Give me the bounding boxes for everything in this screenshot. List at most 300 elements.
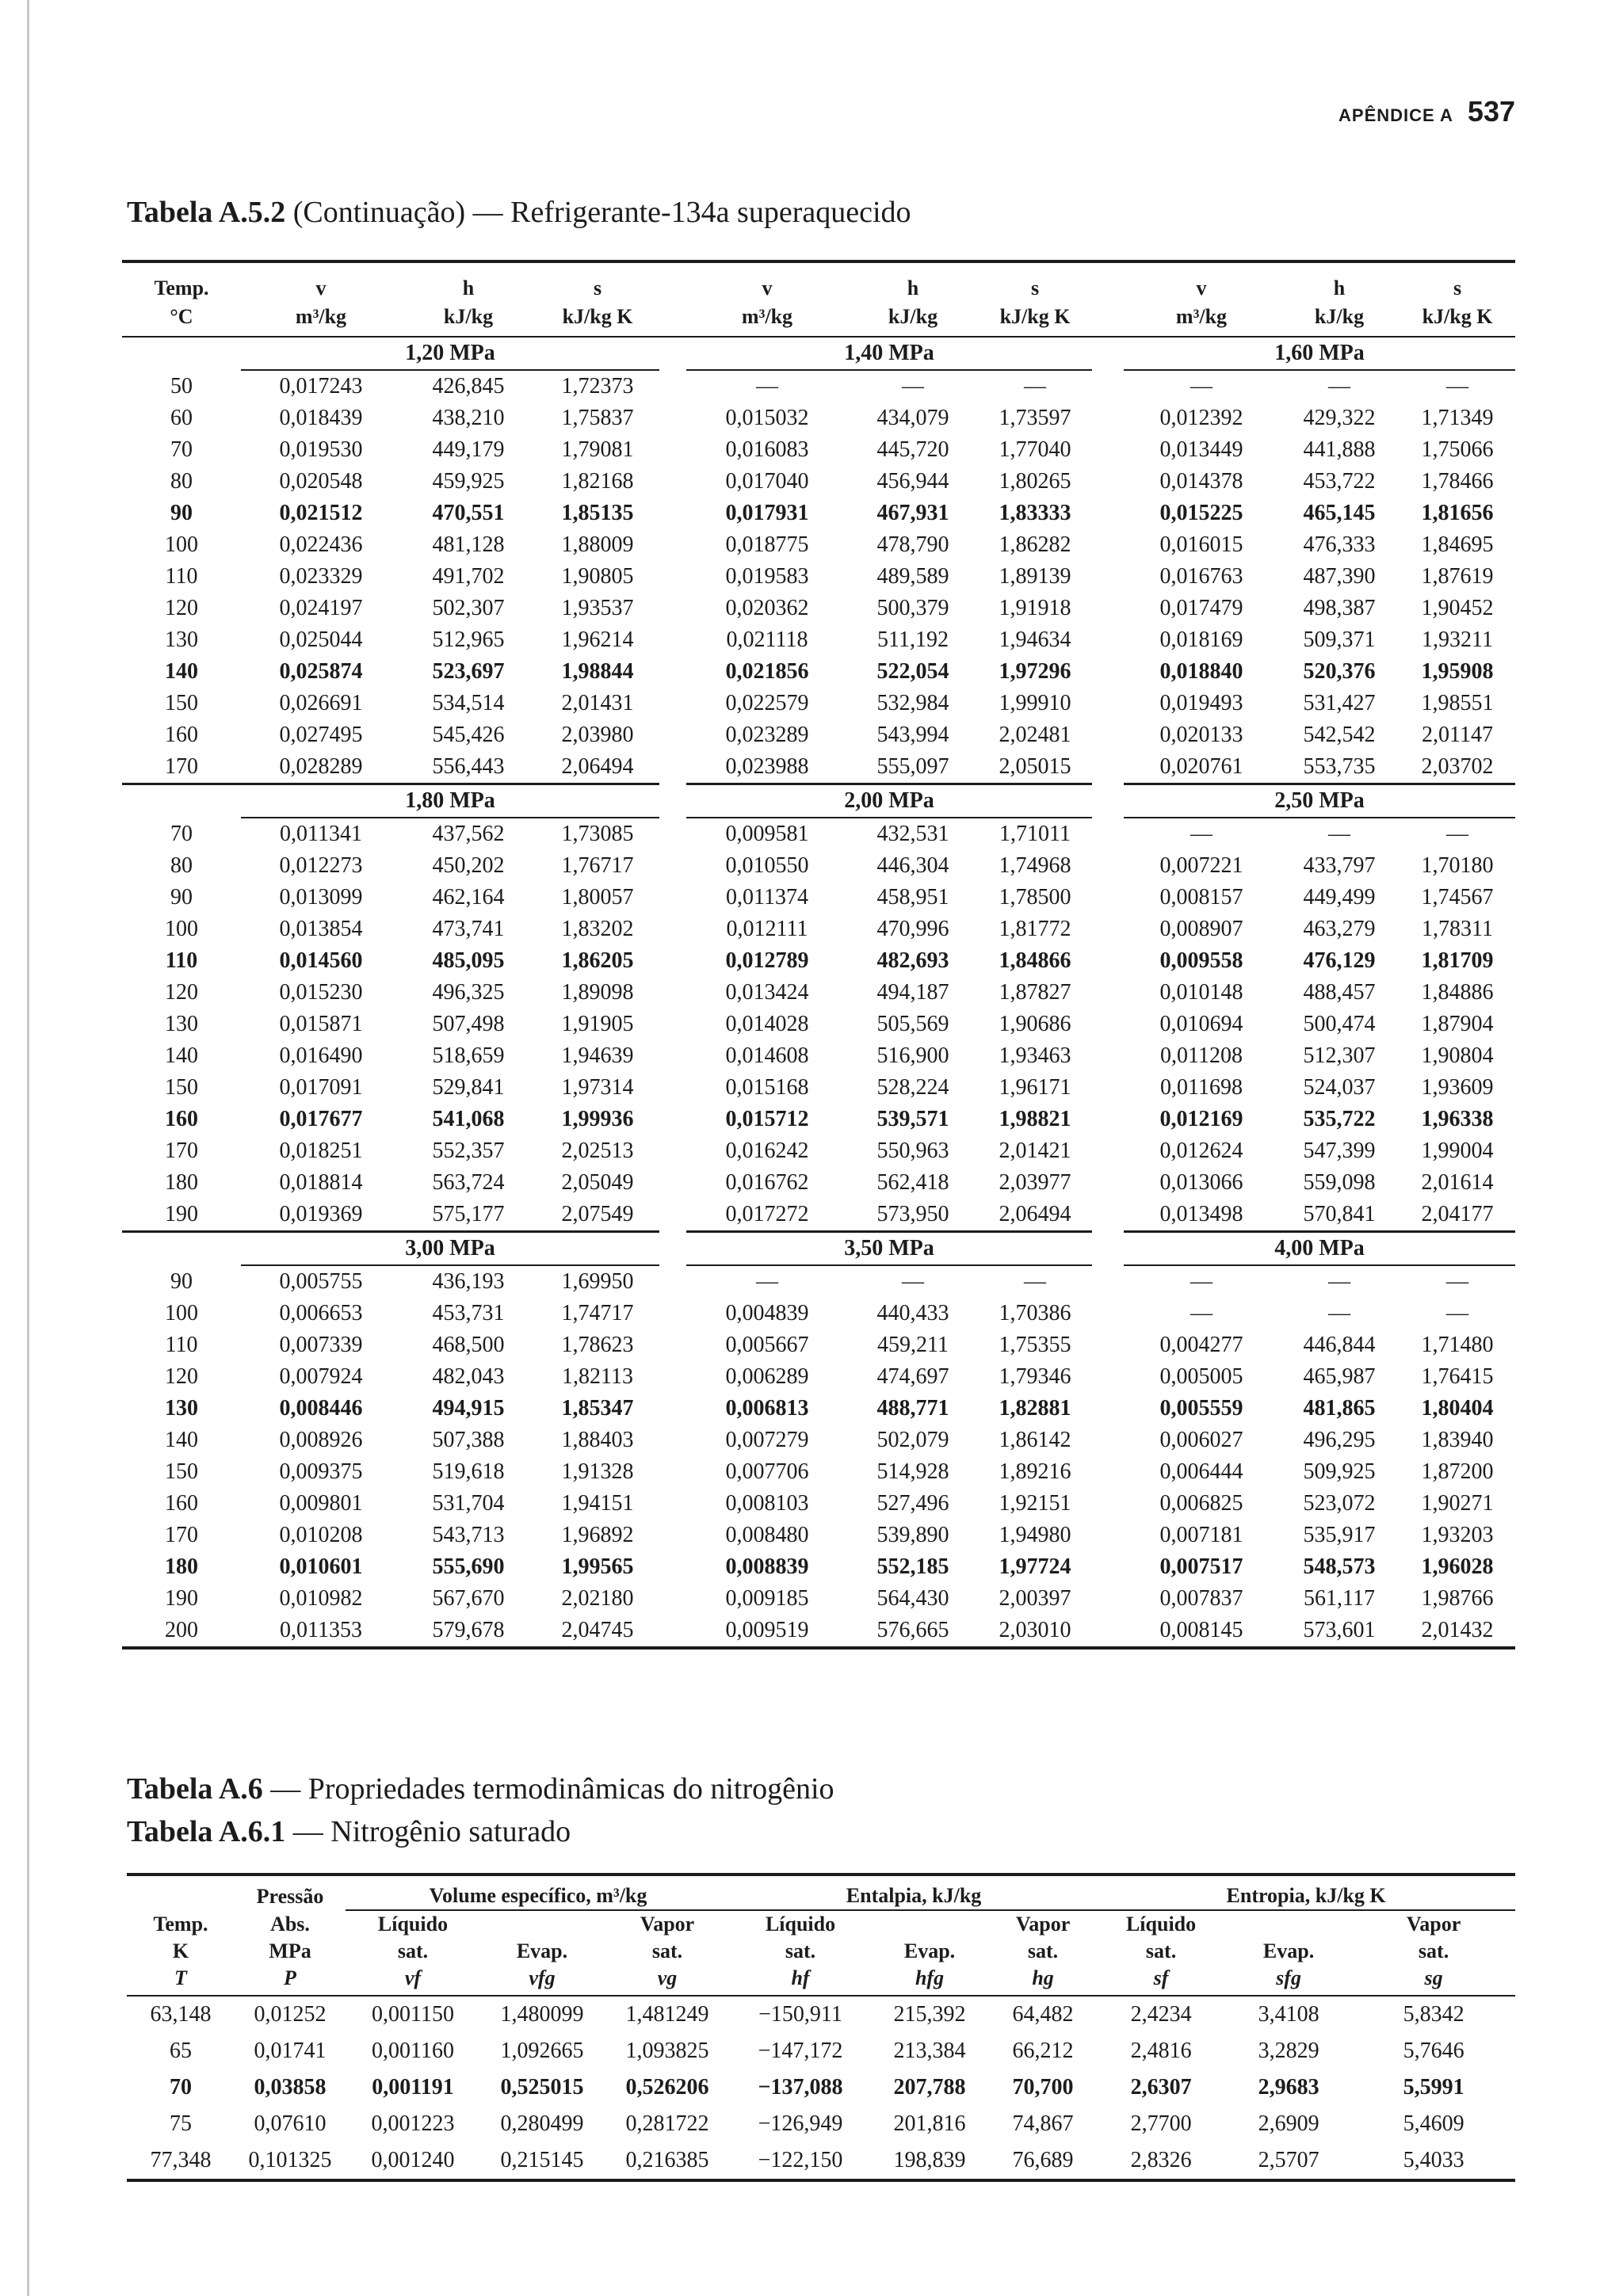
value-cell: 567,670 xyxy=(432,1586,505,1611)
value-cell: 509,925 xyxy=(1303,1459,1376,1484)
hdr-abs: Abs. xyxy=(270,1912,310,1936)
value-cell: 0,011208 xyxy=(1160,1043,1243,1068)
temp-cell: 60 xyxy=(170,406,193,430)
table-row xyxy=(127,1996,1515,2033)
value-cell: 0,007706 xyxy=(725,1459,809,1484)
value-cell: 2,02513 xyxy=(561,1138,634,1163)
cell-gap xyxy=(1092,434,1124,466)
pressure-label: 4,00 MPa xyxy=(1124,1232,1515,1266)
value-cell: 0,011341 xyxy=(280,822,362,846)
value-cell: 1,70386 xyxy=(999,1301,1071,1325)
pressure-label: 3,50 MPa xyxy=(686,1232,1092,1266)
temp-cell: 150 xyxy=(165,1459,198,1484)
value-cell: 1,85347 xyxy=(561,1396,634,1421)
table-row xyxy=(127,2033,1515,2069)
hdr-hfg: hfg xyxy=(870,1965,989,1996)
cell-gap xyxy=(659,850,686,882)
value-cell: — xyxy=(756,1269,778,1294)
cell-gap xyxy=(1092,1232,1124,1266)
value-cell: 0,010601 xyxy=(279,1554,363,1579)
cell-gap xyxy=(1092,751,1124,784)
pressure-label: 1,80 MPa xyxy=(241,784,659,818)
value-cell: — xyxy=(1446,822,1468,846)
value-cell: 2,02180 xyxy=(561,1586,634,1611)
cell-gap xyxy=(1092,1393,1124,1425)
cell-gap xyxy=(659,1425,686,1456)
value-cell: 1,71011 xyxy=(999,822,1071,846)
value-cell: 573,601 xyxy=(1279,1615,1400,1648)
temp-cell: 110 xyxy=(165,1333,198,1357)
value-cell: 1,90271 xyxy=(1421,1491,1494,1516)
value-cell: 0,015032 xyxy=(725,406,809,430)
value-cell: 0,019369 xyxy=(241,1199,401,1232)
cell-gap xyxy=(659,1040,686,1072)
hdr-p-symbol: P xyxy=(235,1965,346,1996)
cell-gap xyxy=(659,751,686,784)
cell-gap xyxy=(659,1104,686,1135)
value-cell: 1,78311 xyxy=(1422,917,1493,941)
table-row xyxy=(127,2106,1515,2142)
value-cell: 0,007221 xyxy=(1159,853,1243,878)
value-cell: 1,82881 xyxy=(999,1396,1071,1421)
value-cell: 1,78623 xyxy=(561,1333,634,1357)
table-row xyxy=(122,529,1515,561)
value-cell: 0,004839 xyxy=(725,1301,809,1325)
value-cell: −137,088 xyxy=(758,2075,843,2100)
cell-gap xyxy=(1092,818,1124,850)
cell-gap xyxy=(659,1456,686,1488)
value-cell: 0,023289 xyxy=(725,723,809,747)
cell-gap xyxy=(659,656,686,688)
value-cell: 0,526206 xyxy=(625,2075,709,2100)
value-cell: 453,722 xyxy=(1303,469,1376,494)
temp-cell: 180 xyxy=(165,1554,198,1579)
value-cell: 70 xyxy=(170,2075,192,2100)
value-cell: 459,925 xyxy=(432,469,505,494)
value-cell: 0,021118 xyxy=(726,627,808,652)
value-cell: 543,994 xyxy=(876,723,949,747)
value-cell: 553,735 xyxy=(1279,751,1400,784)
value-cell: 0,009558 xyxy=(1159,948,1243,973)
hdr-sfg: sfg xyxy=(1225,1965,1352,1996)
cell-gap xyxy=(659,402,686,434)
caption-text: (Continuação) — Refrigerante-134a superaquecido xyxy=(292,196,911,229)
value-cell: 0,017040 xyxy=(725,469,809,494)
value-cell: 1,74717 xyxy=(561,1301,634,1325)
temp-cell: 150 xyxy=(165,691,198,715)
value-cell: 0,025874 xyxy=(279,659,363,684)
value-cell: 0,010694 xyxy=(1159,1012,1243,1036)
value-cell: 2,6307 xyxy=(1130,2075,1192,2100)
caption-number: Tabela A.6 xyxy=(127,1772,263,1806)
value-cell: — xyxy=(1446,1269,1468,1294)
table-row xyxy=(127,2069,1515,2106)
value-cell: 0,016083 xyxy=(725,437,809,462)
value-cell: 556,443 xyxy=(401,751,536,784)
temp-cell: 180 xyxy=(165,1170,198,1195)
value-cell: −150,911 xyxy=(758,2002,842,2027)
temp-cell: 130 xyxy=(165,627,198,652)
cell-gap xyxy=(1092,688,1124,719)
table-row xyxy=(122,977,1515,1009)
value-cell: 476,333 xyxy=(1303,532,1376,557)
value-cell: 1,87200 xyxy=(1421,1459,1494,1484)
value-cell: 0,020133 xyxy=(1159,723,1243,747)
value-cell: 1,84886 xyxy=(1421,980,1494,1005)
value-cell: 485,095 xyxy=(432,948,505,973)
cell-empty xyxy=(122,1232,241,1266)
value-cell: — xyxy=(902,374,924,399)
temp-cell: 200 xyxy=(122,1615,241,1648)
value-cell: 0,015712 xyxy=(725,1107,809,1131)
value-cell: 1,81772 xyxy=(999,917,1071,941)
value-cell: 507,388 xyxy=(432,1428,505,1452)
caption-number: Tabela A.5.2 xyxy=(127,196,286,229)
value-cell: 0,018251 xyxy=(279,1138,363,1163)
value-cell: 429,322 xyxy=(1303,406,1376,430)
value-cell: 0,013449 xyxy=(1159,437,1243,462)
value-cell: 545,426 xyxy=(432,723,505,747)
value-cell: 2,03980 xyxy=(561,723,634,747)
cell-gap xyxy=(659,719,686,751)
value-cell: 5,5991 xyxy=(1403,2075,1465,2100)
value-cell: 488,771 xyxy=(876,1396,949,1421)
hdr-vfg: vfg xyxy=(480,1965,604,1996)
value-cell: 0,016490 xyxy=(279,1043,363,1068)
value-cell: 1,76717 xyxy=(561,853,634,878)
value-cell: 0,015168 xyxy=(725,1075,809,1100)
value-cell: 1,91918 xyxy=(999,596,1071,620)
cell-gap xyxy=(659,977,686,1009)
cell-gap xyxy=(659,1615,686,1648)
value-cell: 1,481249 xyxy=(625,2002,709,2027)
value-cell: 1,93211 xyxy=(1422,627,1493,652)
value-cell: 0,03858 xyxy=(254,2075,327,2100)
value-cell: — xyxy=(1446,1301,1468,1325)
value-cell: 5,4609 xyxy=(1403,2111,1465,2136)
hdr-sat: sat. xyxy=(397,1939,429,1962)
value-cell: 1,99910 xyxy=(999,691,1071,715)
hdr-pressao: Pressão xyxy=(256,1884,324,1908)
table-row xyxy=(122,818,1515,850)
table-row xyxy=(122,913,1515,945)
value-cell: 2,01147 xyxy=(1422,723,1493,747)
cell-gap xyxy=(1092,1456,1124,1488)
value-cell: 465,145 xyxy=(1303,501,1376,525)
pressure-row xyxy=(122,1232,1515,1266)
value-cell: 0,012111 xyxy=(726,917,808,941)
table-row xyxy=(122,850,1515,882)
value-cell: 500,474 xyxy=(1303,1012,1376,1036)
value-cell: 0,012789 xyxy=(725,948,809,973)
table-row xyxy=(122,402,1515,434)
cell-gap xyxy=(1092,1551,1124,1583)
value-cell: 1,82168 xyxy=(561,469,634,494)
value-cell: −126,949 xyxy=(758,2111,843,2136)
value-cell: 2,01421 xyxy=(999,1138,1071,1163)
value-cell: 516,900 xyxy=(876,1043,949,1068)
cell-gap xyxy=(1092,1329,1124,1361)
hdr-entalpia: Entalpia, kJ/kg xyxy=(731,1875,1097,1910)
value-cell: 436,193 xyxy=(432,1269,505,1294)
value-cell: — xyxy=(1446,374,1468,399)
value-cell: 0,019493 xyxy=(1159,691,1243,715)
caption-text: — Nitrogênio saturado xyxy=(292,1815,571,1848)
value-cell: 2,03977 xyxy=(999,1170,1071,1195)
cell-gap xyxy=(659,784,686,818)
value-cell: 0,008926 xyxy=(279,1428,363,1452)
value-cell: 0,009519 xyxy=(686,1615,848,1648)
temp-cell: 120 xyxy=(165,980,198,1005)
value-cell: 0,001240 xyxy=(371,2148,455,2172)
nitrogen-caption-2 xyxy=(127,1814,571,1849)
value-cell: 1,78466 xyxy=(1421,469,1494,494)
value-cell: 1,94639 xyxy=(561,1043,634,1068)
cell-gap xyxy=(659,561,686,593)
hdr-hg: hg xyxy=(989,1965,1097,1996)
table-row xyxy=(122,593,1515,624)
cell-gap xyxy=(659,1551,686,1583)
value-cell: 527,496 xyxy=(876,1491,949,1516)
temp-cell: 190 xyxy=(165,1586,198,1611)
value-cell: 2,01431 xyxy=(561,691,634,715)
value-cell: 1,86282 xyxy=(999,532,1071,557)
value-cell: 1,99936 xyxy=(561,1107,634,1131)
col-h-unit: kJ/kg xyxy=(1279,303,1400,337)
table-row xyxy=(122,370,1515,402)
temp-cell: 100 xyxy=(165,917,198,941)
value-cell: 1,83940 xyxy=(1421,1428,1494,1452)
value-cell: 518,659 xyxy=(432,1043,505,1068)
cell-gap xyxy=(659,624,686,656)
value-cell: 2,03010 xyxy=(978,1615,1092,1648)
value-cell: 2,05015 xyxy=(978,751,1092,784)
temp-cell: 120 xyxy=(165,596,198,620)
col-v-unit: m³/kg xyxy=(1124,303,1279,337)
table-row xyxy=(122,1615,1515,1648)
value-cell: 1,93609 xyxy=(1421,1075,1494,1100)
temp-cell: 110 xyxy=(165,948,198,973)
table-row xyxy=(122,624,1515,656)
table-row xyxy=(122,1456,1515,1488)
value-cell: 0,016242 xyxy=(725,1138,809,1163)
table-row xyxy=(122,1425,1515,1456)
cell-gap xyxy=(659,1361,686,1393)
value-cell: 1,90805 xyxy=(561,564,634,589)
value-cell: 0,013099 xyxy=(279,885,363,910)
value-cell: 1,96892 xyxy=(561,1523,634,1547)
hdr-sf: sf xyxy=(1097,1965,1225,1996)
value-cell: 0,021856 xyxy=(725,659,809,684)
value-cell: 1,093825 xyxy=(625,2039,709,2063)
cell-gap xyxy=(659,593,686,624)
table-row xyxy=(122,1361,1515,1393)
value-cell: 0,007517 xyxy=(1159,1554,1243,1579)
value-cell: — xyxy=(1328,1301,1350,1325)
value-cell: 0,015871 xyxy=(279,1012,363,1036)
col-temp-unit: °C xyxy=(122,303,241,337)
value-cell: — xyxy=(1328,374,1350,399)
temp-cell: 170 xyxy=(122,751,241,784)
value-cell: 1,94980 xyxy=(999,1523,1071,1547)
col-v: v xyxy=(1196,277,1207,299)
value-cell: 215,392 xyxy=(893,2002,966,2027)
value-cell: 2,5707 xyxy=(1258,2148,1319,2172)
value-cell: 0,005755 xyxy=(279,1269,363,1294)
temp-cell: 90 xyxy=(170,501,193,525)
hdr-liquido: Líquido xyxy=(765,1913,836,1936)
cell-gap xyxy=(659,1329,686,1361)
cell-gap xyxy=(659,1072,686,1104)
pressure-row xyxy=(122,337,1515,370)
nitrogen-caption-1 xyxy=(127,1772,834,1806)
hdr-sg: sg xyxy=(1352,1965,1515,1996)
value-cell: 1,71480 xyxy=(1421,1333,1494,1357)
value-cell: 489,589 xyxy=(876,564,949,589)
value-cell: 550,963 xyxy=(876,1138,949,1163)
value-cell: 2,00397 xyxy=(999,1586,1071,1611)
value-cell: 449,179 xyxy=(432,437,505,462)
value-cell: — xyxy=(1190,822,1212,846)
value-cell: 476,129 xyxy=(1303,948,1376,973)
value-cell: — xyxy=(1328,1269,1350,1294)
cell-gap xyxy=(1092,402,1124,434)
value-cell: 0,018775 xyxy=(725,532,809,557)
value-cell: 1,74567 xyxy=(1421,885,1494,910)
temp-cell: 160 xyxy=(165,1107,198,1131)
hdr-liquido: Líquido xyxy=(1125,1913,1197,1936)
superheated-caption xyxy=(127,195,911,230)
cell-gap xyxy=(1092,719,1124,751)
temp-cell: 90 xyxy=(170,885,193,910)
value-cell: 0,014560 xyxy=(279,948,363,973)
value-cell: 0,007837 xyxy=(1159,1586,1243,1611)
cell-gap xyxy=(1092,656,1124,688)
table-row xyxy=(122,1583,1515,1615)
value-cell: 0,017931 xyxy=(725,501,809,525)
value-cell: 0,023329 xyxy=(279,564,363,589)
value-cell: 1,75837 xyxy=(561,406,634,430)
value-cell: 74,867 xyxy=(1012,2111,1074,2136)
hdr-hf: hf xyxy=(731,1965,870,1996)
value-cell: 481,865 xyxy=(1303,1396,1376,1421)
value-cell: 1,93203 xyxy=(1421,1523,1494,1547)
cell-gap xyxy=(659,882,686,913)
value-cell: −147,172 xyxy=(758,2039,843,2063)
table-row xyxy=(122,751,1515,784)
running-head xyxy=(1189,95,1515,128)
table-row xyxy=(122,434,1515,466)
cell-gap xyxy=(1092,913,1124,945)
value-cell: 1,97724 xyxy=(999,1554,1071,1579)
temp-cell: 90 xyxy=(170,1268,193,1294)
table-row xyxy=(122,1329,1515,1361)
superheated-body xyxy=(122,337,1515,1648)
value-cell: 1,98766 xyxy=(1421,1586,1494,1611)
value-cell: 1,70180 xyxy=(1421,853,1494,878)
value-cell: 1,92151 xyxy=(999,1491,1071,1516)
table-row xyxy=(122,1265,1515,1298)
value-cell: 1,94634 xyxy=(999,627,1071,652)
value-cell: 534,514 xyxy=(432,691,505,715)
table-row xyxy=(122,882,1515,913)
value-cell: 5,4033 xyxy=(1403,2148,1465,2172)
value-cell: 1,98844 xyxy=(561,659,634,684)
caption-number: Tabela A.6.1 xyxy=(127,1815,286,1848)
value-cell: 0,006653 xyxy=(279,1301,363,1325)
nitrogen-table xyxy=(127,1873,1515,2182)
hdr-temp: Temp. xyxy=(153,1912,208,1936)
cell-gap xyxy=(659,1393,686,1425)
value-cell: −122,150 xyxy=(758,2148,843,2172)
value-cell: 1,76415 xyxy=(1421,1364,1494,1389)
value-cell: 1,80057 xyxy=(561,885,634,910)
value-cell: 0,010208 xyxy=(279,1523,363,1547)
value-cell: 0,008103 xyxy=(725,1491,809,1516)
temp-cell: 80 xyxy=(170,853,193,878)
value-cell: 1,73597 xyxy=(999,406,1071,430)
value-cell: 1,96338 xyxy=(1421,1107,1494,1131)
cell-gap xyxy=(1092,850,1124,882)
value-cell: 5,7646 xyxy=(1403,2039,1465,2063)
value-cell: 0,007181 xyxy=(1159,1523,1243,1547)
hdr-evap: Evap. xyxy=(903,1939,956,1962)
value-cell: 532,984 xyxy=(876,691,949,715)
temp-cell: 130 xyxy=(165,1012,198,1036)
value-cell: 0,015230 xyxy=(279,980,363,1005)
value-cell: 494,915 xyxy=(432,1396,505,1421)
temp-cell: 190 xyxy=(122,1199,241,1232)
value-cell: 77,348 xyxy=(150,2148,212,2172)
value-cell: 1,91328 xyxy=(561,1459,634,1484)
value-cell: 0,07610 xyxy=(254,2111,327,2136)
value-cell: 0,008907 xyxy=(1159,917,1243,941)
value-cell: 1,72373 xyxy=(561,374,634,399)
value-cell: 559,098 xyxy=(1303,1170,1376,1195)
cell-gap xyxy=(659,370,686,402)
value-cell: 458,951 xyxy=(876,885,949,910)
col-v-unit: m³/kg xyxy=(241,303,401,337)
cell-gap xyxy=(1092,1425,1124,1456)
value-cell: — xyxy=(902,1269,924,1294)
cell-gap xyxy=(1092,1104,1124,1135)
value-cell: 468,500 xyxy=(432,1333,505,1357)
value-cell: 535,722 xyxy=(1303,1107,1376,1131)
table-row xyxy=(122,1551,1515,1583)
value-cell: 0,008157 xyxy=(1159,885,1243,910)
section-title: APÊNDICE A xyxy=(1338,105,1453,125)
value-cell: 1,88009 xyxy=(561,532,634,557)
value-cell: 1,73085 xyxy=(561,822,634,846)
value-cell: 539,571 xyxy=(876,1107,949,1131)
cell-gap xyxy=(1092,882,1124,913)
pressure-label: 1,20 MPa xyxy=(241,337,659,370)
value-cell: 1,89216 xyxy=(999,1459,1071,1484)
value-cell: 2,01614 xyxy=(1421,1170,1494,1195)
value-cell: 0,012392 xyxy=(1159,406,1243,430)
value-cell: 207,788 xyxy=(893,2075,966,2100)
value-cell: 0,014608 xyxy=(725,1043,809,1068)
value-cell: 3,4108 xyxy=(1258,2002,1319,2027)
temp-cell: 100 xyxy=(165,532,198,557)
value-cell: — xyxy=(1190,1269,1212,1294)
cell-gap xyxy=(659,1009,686,1040)
value-cell: 426,845 xyxy=(432,374,505,399)
value-cell: 535,917 xyxy=(1303,1523,1376,1547)
value-cell: 0,280499 xyxy=(500,2111,584,2136)
value-cell: 494,187 xyxy=(876,980,949,1005)
table-row xyxy=(122,1520,1515,1551)
